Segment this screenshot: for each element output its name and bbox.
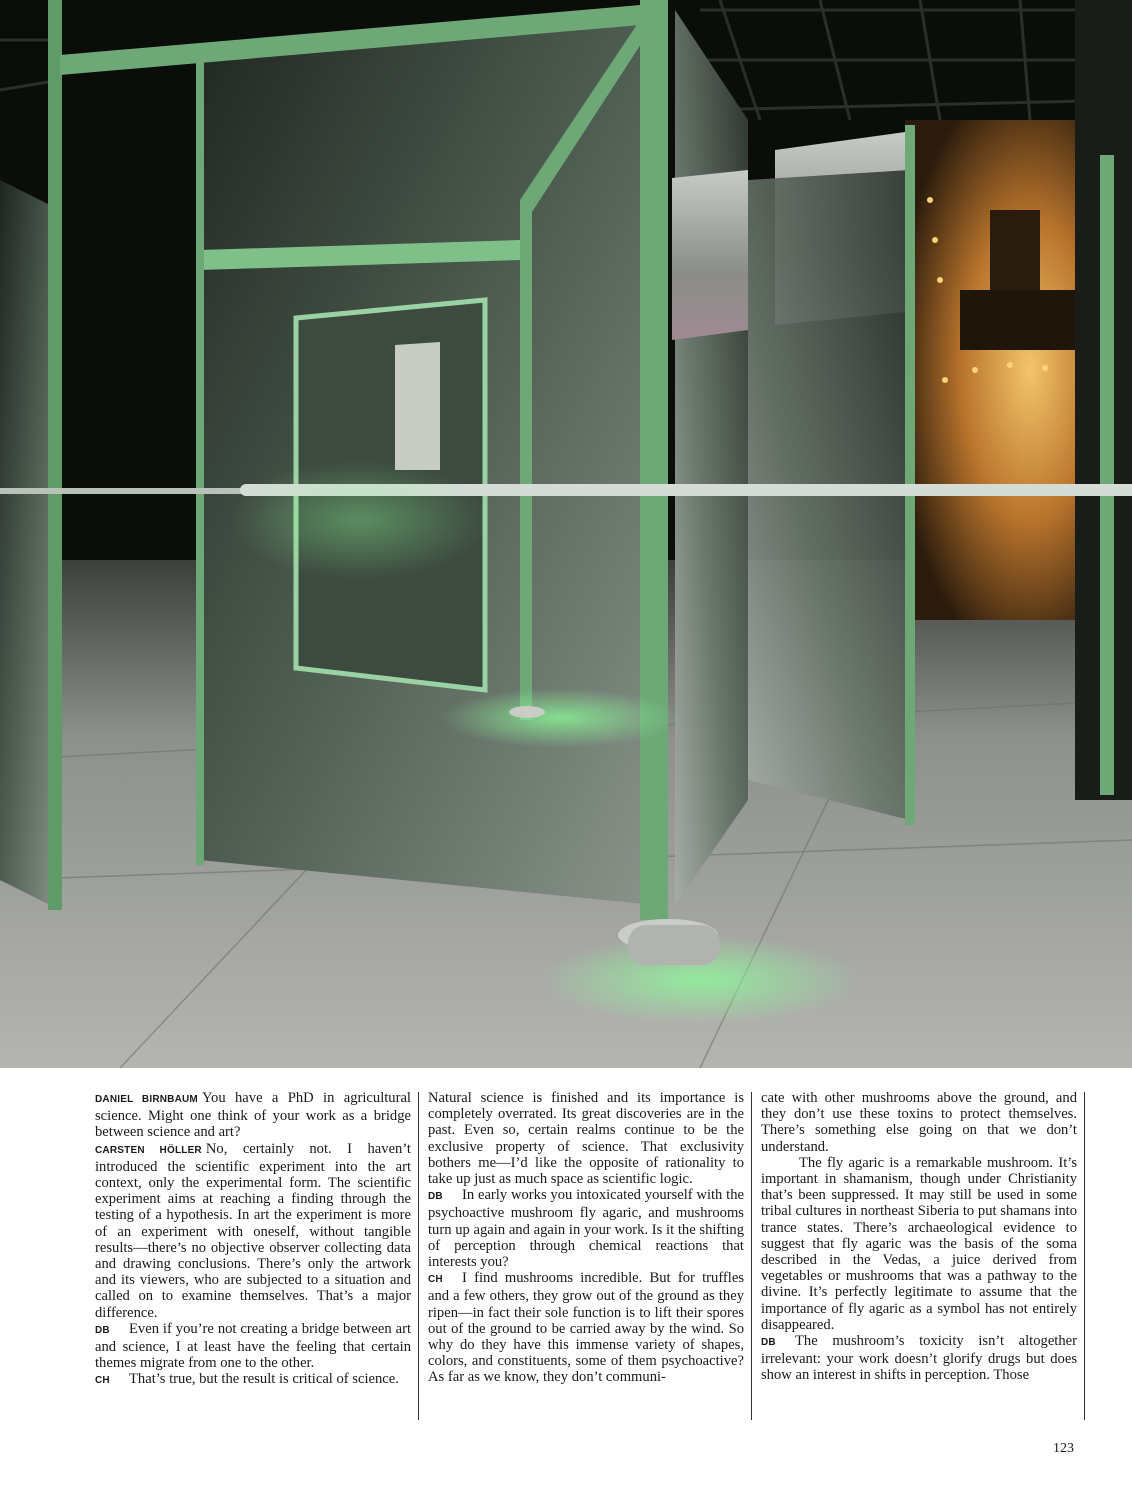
article-column-3 [761, 1090, 1077, 1384]
speaker-label: DB [428, 1191, 443, 1203]
paragraph: CH That’s true, but the result is critical of science. [95, 1371, 411, 1389]
paragraph: DB In early works you intoxicated yourself with the psychoactive mushroom fly agaric, and mushrooms turn up again and again in your work. Is it the shifting of perception through chemical reactions that interests you? [428, 1187, 744, 1271]
speaker-label: CH [95, 1375, 110, 1387]
paragraph: CARSTEN HÖLLER No, certainly not. I haven’t introduced the scientific experiment into the art context, only the experimental form. The scientific experiment aims at reaching a finding through the testing of a hypothesis. In art the experiment is more of an experiment with oneself, without tangible results—there’s no objective observer collecting data and drawing conclusions. There’s only the artwork and its viewers, who are subjected to a situation and called on to examine themselves. That’s a major difference. [95, 1140, 411, 1321]
page-number: 123 [1053, 1441, 1074, 1456]
paragraph: Natural science is finished and its importance is completely overrated. Its great discoveries are in the past. Even so, certain realms continue to be the exclusive property of science. That exclusivity bothers me—I’d like the opposite of rationality to take up just as much space as scientific logic. [428, 1090, 744, 1188]
paragraph: DB Even if you’re not creating a bridge between art and science, I at least have the feeling that certain themes migrate from one to the other. [95, 1320, 411, 1372]
column-divider [418, 1092, 419, 1420]
paragraph: DANIEL BIRNBAUM You have a PhD in agricultural science. Might one think of your work as a bridge between science and art? [95, 1090, 411, 1141]
article-column-1 [95, 1090, 411, 1390]
paragraph: CH I find mushrooms incredible. But for truffles and a few others, they grow out of the ground as they ripen—in fact their sole function is to lift their spores out of the ground to be carried away by the wind. So why do they have this immense variety of shapes, colors, and constituents, some of them psychoactive? As far as we know, they don’t communi- [428, 1270, 744, 1386]
speaker-label: DB [95, 1324, 110, 1336]
article-column-2 [428, 1090, 744, 1386]
column-divider [751, 1092, 752, 1420]
paragraph: DB The mushroom’s toxicity isn’t altogether irrelevant: your work doesn’t glorify drugs but does show an interest in shifts in perception. Those [761, 1333, 1077, 1384]
speaker-label: CARSTEN HÖLLER [95, 1144, 202, 1156]
speaker-label: DANIEL BIRNBAUM [95, 1094, 198, 1105]
speaker-label: DB [761, 1337, 776, 1349]
paragraph: cate with other mushrooms above the ground, and they don’t use these toxins to protect themselves. There’s something else going on that we don’t understand. [761, 1090, 1077, 1155]
paragraph: The fly agaric is a remarkable mushroom. It’s important in shamanism, though under Christianity that’s been suppressed. It may still be used in some tribal cultures in northeast Siberia to put shamans into trance states. There’s archaeological evidence to suggest that fly agaric was the basis of the soma described in the Vedas, a juice derived from vegetables or mushrooms that was a pathway to the divine. It’s perfectly legitimate to assume that the importance of fly agaric as a symbol has not entirely disappeared. [761, 1154, 1077, 1333]
speaker-label: CH [428, 1274, 443, 1286]
column-divider [1084, 1092, 1085, 1420]
